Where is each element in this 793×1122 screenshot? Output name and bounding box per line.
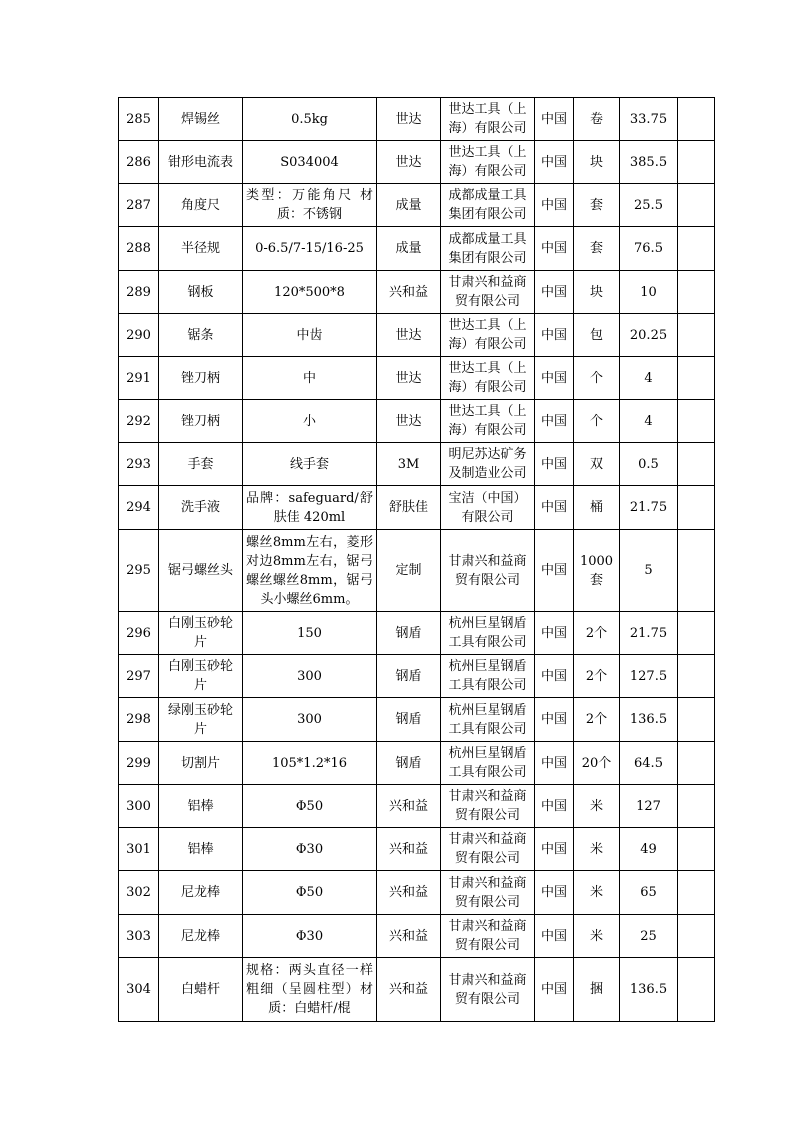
item-origin: 中国 (535, 486, 574, 530)
table-row (119, 443, 715, 486)
item-note (678, 357, 715, 400)
item-spec: 105*1.2*16 (243, 742, 377, 785)
item-supplier: 成都成量工具集团有限公司 (441, 184, 535, 227)
item-unit: 双 (574, 443, 620, 486)
item-origin: 中国 (535, 271, 574, 314)
item-unit: 米 (574, 828, 620, 871)
item-price: 33.75 (620, 98, 678, 141)
table-row (119, 871, 715, 915)
item-brand: 兴和益 (377, 828, 441, 871)
item-origin: 中国 (535, 314, 574, 357)
item-spec: 300 (243, 655, 377, 698)
item-spec: Φ30 (243, 828, 377, 871)
item-name: 铝棒 (159, 828, 243, 871)
table-row (119, 828, 715, 871)
item-note (678, 828, 715, 871)
item-name: 钳形电流表 (159, 141, 243, 184)
row-number: 299 (119, 742, 159, 785)
item-supplier: 甘肃兴和益商贸有限公司 (441, 530, 535, 612)
item-name: 尼龙棒 (159, 871, 243, 915)
item-note (678, 871, 715, 915)
table-row (119, 486, 715, 530)
item-origin: 中国 (535, 400, 574, 443)
item-supplier: 杭州巨星钢盾工具有限公司 (441, 742, 535, 785)
item-price: 25.5 (620, 184, 678, 227)
item-brand: 兴和益 (377, 871, 441, 915)
item-note (678, 742, 715, 785)
item-name: 角度尺 (159, 184, 243, 227)
item-unit: 卷 (574, 98, 620, 141)
item-supplier: 甘肃兴和益商贸有限公司 (441, 271, 535, 314)
table-row (119, 785, 715, 828)
item-spec: 螺丝8mm左右，菱形对边8mm左右，锯弓螺丝螺丝8mm，锯弓头小螺丝6mm。 (243, 530, 377, 612)
item-price: 65 (620, 871, 678, 915)
item-supplier: 甘肃兴和益商贸有限公司 (441, 828, 535, 871)
row-number: 292 (119, 400, 159, 443)
item-supplier: 甘肃兴和益商贸有限公司 (441, 958, 535, 1022)
item-unit: 20个 (574, 742, 620, 785)
row-number: 295 (119, 530, 159, 612)
table-row (119, 612, 715, 655)
item-origin: 中国 (535, 227, 574, 271)
item-supplier: 世达工具（上海）有限公司 (441, 357, 535, 400)
item-unit: 包 (574, 314, 620, 357)
item-price: 76.5 (620, 227, 678, 271)
item-spec: 类型：万能角尺 材质：不锈钢 (243, 184, 377, 227)
item-name: 锯弓螺丝头 (159, 530, 243, 612)
item-name: 锉刀柄 (159, 357, 243, 400)
item-note (678, 530, 715, 612)
item-spec: 小 (243, 400, 377, 443)
item-price: 4 (620, 357, 678, 400)
item-brand: 钢盾 (377, 612, 441, 655)
item-note (678, 612, 715, 655)
item-origin: 中国 (535, 98, 574, 141)
item-brand: 世达 (377, 357, 441, 400)
item-note (678, 400, 715, 443)
item-origin: 中国 (535, 698, 574, 742)
item-origin: 中国 (535, 357, 574, 400)
item-note (678, 98, 715, 141)
item-spec: 中齿 (243, 314, 377, 357)
table-row (119, 915, 715, 958)
item-name: 焊锡丝 (159, 98, 243, 141)
item-name: 绿刚玉砂轮片 (159, 698, 243, 742)
row-number: 290 (119, 314, 159, 357)
item-brand: 舒肤佳 (377, 486, 441, 530)
item-price: 127.5 (620, 655, 678, 698)
item-note (678, 271, 715, 314)
item-spec: 线手套 (243, 443, 377, 486)
row-number: 301 (119, 828, 159, 871)
item-note (678, 141, 715, 184)
item-price: 64.5 (620, 742, 678, 785)
item-price: 49 (620, 828, 678, 871)
table-row (119, 98, 715, 141)
item-name: 白蜡杆 (159, 958, 243, 1022)
item-unit: 块 (574, 141, 620, 184)
table-row (119, 742, 715, 785)
table-row (119, 357, 715, 400)
item-price: 4 (620, 400, 678, 443)
table-row (119, 698, 715, 742)
table-row (119, 227, 715, 271)
item-price: 136.5 (620, 958, 678, 1022)
item-origin: 中国 (535, 612, 574, 655)
item-supplier: 甘肃兴和益商贸有限公司 (441, 785, 535, 828)
item-spec: 300 (243, 698, 377, 742)
row-number: 285 (119, 98, 159, 141)
item-name: 切割片 (159, 742, 243, 785)
row-number: 304 (119, 958, 159, 1022)
item-brand: 兴和益 (377, 785, 441, 828)
item-note (678, 314, 715, 357)
table-row (119, 655, 715, 698)
row-number: 287 (119, 184, 159, 227)
item-name: 锯条 (159, 314, 243, 357)
item-supplier: 世达工具（上海）有限公司 (441, 98, 535, 141)
item-spec: 0-6.5/7-15/16-25 (243, 227, 377, 271)
row-number: 294 (119, 486, 159, 530)
item-note (678, 958, 715, 1022)
item-unit: 1000套 (574, 530, 620, 612)
item-note (678, 227, 715, 271)
item-name: 洗手液 (159, 486, 243, 530)
product-price-table (118, 97, 715, 1022)
item-spec: 150 (243, 612, 377, 655)
row-number: 297 (119, 655, 159, 698)
item-brand: 定制 (377, 530, 441, 612)
table-row (119, 314, 715, 357)
item-unit: 块 (574, 271, 620, 314)
item-name: 白刚玉砂轮片 (159, 655, 243, 698)
item-origin: 中国 (535, 443, 574, 486)
item-brand: 兴和益 (377, 271, 441, 314)
item-brand: 兴和益 (377, 958, 441, 1022)
item-price: 385.5 (620, 141, 678, 184)
item-spec: Φ50 (243, 871, 377, 915)
item-brand: 成量 (377, 227, 441, 271)
item-note (678, 184, 715, 227)
item-origin: 中国 (535, 742, 574, 785)
item-name: 锉刀柄 (159, 400, 243, 443)
item-unit: 2个 (574, 655, 620, 698)
item-spec: 0.5kg (243, 98, 377, 141)
item-name: 尼龙棒 (159, 915, 243, 958)
item-supplier: 世达工具（上海）有限公司 (441, 314, 535, 357)
item-unit: 桶 (574, 486, 620, 530)
item-brand: 3M (377, 443, 441, 486)
item-unit: 米 (574, 871, 620, 915)
item-origin: 中国 (535, 915, 574, 958)
row-number: 286 (119, 141, 159, 184)
item-price: 25 (620, 915, 678, 958)
item-origin: 中国 (535, 785, 574, 828)
item-unit: 米 (574, 915, 620, 958)
table-row (119, 530, 715, 612)
item-spec: 120*500*8 (243, 271, 377, 314)
item-supplier: 杭州巨星钢盾工具有限公司 (441, 698, 535, 742)
item-spec: 中 (243, 357, 377, 400)
item-price: 21.75 (620, 486, 678, 530)
item-spec: S034004 (243, 141, 377, 184)
item-brand: 成量 (377, 184, 441, 227)
table-row (119, 271, 715, 314)
item-origin: 中国 (535, 530, 574, 612)
item-origin: 中国 (535, 958, 574, 1022)
item-brand: 世达 (377, 314, 441, 357)
table-row (119, 958, 715, 1022)
row-number: 298 (119, 698, 159, 742)
item-origin: 中国 (535, 871, 574, 915)
row-number: 288 (119, 227, 159, 271)
table-row (119, 141, 715, 184)
row-number: 296 (119, 612, 159, 655)
item-note (678, 486, 715, 530)
item-supplier: 世达工具（上海）有限公司 (441, 400, 535, 443)
item-price: 10 (620, 271, 678, 314)
row-number: 293 (119, 443, 159, 486)
item-note (678, 655, 715, 698)
row-number: 289 (119, 271, 159, 314)
item-supplier: 明尼苏达矿务及制造业公司 (441, 443, 535, 486)
item-price: 0.5 (620, 443, 678, 486)
item-note (678, 915, 715, 958)
item-spec: Φ50 (243, 785, 377, 828)
item-name: 钢板 (159, 271, 243, 314)
table-body (119, 98, 715, 1022)
item-origin: 中国 (535, 141, 574, 184)
item-brand: 钢盾 (377, 655, 441, 698)
item-brand: 世达 (377, 400, 441, 443)
item-origin: 中国 (535, 184, 574, 227)
item-note (678, 785, 715, 828)
row-number: 303 (119, 915, 159, 958)
item-unit: 2个 (574, 612, 620, 655)
item-brand: 钢盾 (377, 698, 441, 742)
item-spec: 规格：两头直径一样粗细（呈圆柱型）材质：白蜡杆/棍 (243, 958, 377, 1022)
item-spec: 品牌：safeguard/舒肤佳 420ml (243, 486, 377, 530)
item-unit: 套 (574, 227, 620, 271)
item-price: 127 (620, 785, 678, 828)
item-name: 铝棒 (159, 785, 243, 828)
item-price: 136.5 (620, 698, 678, 742)
item-unit: 2个 (574, 698, 620, 742)
item-supplier: 杭州巨星钢盾工具有限公司 (441, 612, 535, 655)
item-name: 白刚玉砂轮片 (159, 612, 243, 655)
item-supplier: 成都成量工具集团有限公司 (441, 227, 535, 271)
item-price: 5 (620, 530, 678, 612)
item-origin: 中国 (535, 655, 574, 698)
item-note (678, 698, 715, 742)
item-price: 21.75 (620, 612, 678, 655)
table-row (119, 184, 715, 227)
item-unit: 捆 (574, 958, 620, 1022)
item-note (678, 443, 715, 486)
item-name: 半径规 (159, 227, 243, 271)
item-brand: 钢盾 (377, 742, 441, 785)
item-price: 20.25 (620, 314, 678, 357)
item-supplier: 世达工具（上海）有限公司 (441, 141, 535, 184)
item-unit: 套 (574, 184, 620, 227)
item-name: 手套 (159, 443, 243, 486)
row-number: 302 (119, 871, 159, 915)
item-supplier: 宝洁（中国）有限公司 (441, 486, 535, 530)
row-number: 300 (119, 785, 159, 828)
item-spec: Φ30 (243, 915, 377, 958)
item-supplier: 甘肃兴和益商贸有限公司 (441, 915, 535, 958)
item-brand: 世达 (377, 98, 441, 141)
item-supplier: 杭州巨星钢盾工具有限公司 (441, 655, 535, 698)
table-row (119, 400, 715, 443)
item-origin: 中国 (535, 828, 574, 871)
item-supplier: 甘肃兴和益商贸有限公司 (441, 871, 535, 915)
row-number: 291 (119, 357, 159, 400)
item-unit: 个 (574, 357, 620, 400)
item-brand: 兴和益 (377, 915, 441, 958)
item-unit: 米 (574, 785, 620, 828)
item-brand: 世达 (377, 141, 441, 184)
item-unit: 个 (574, 400, 620, 443)
